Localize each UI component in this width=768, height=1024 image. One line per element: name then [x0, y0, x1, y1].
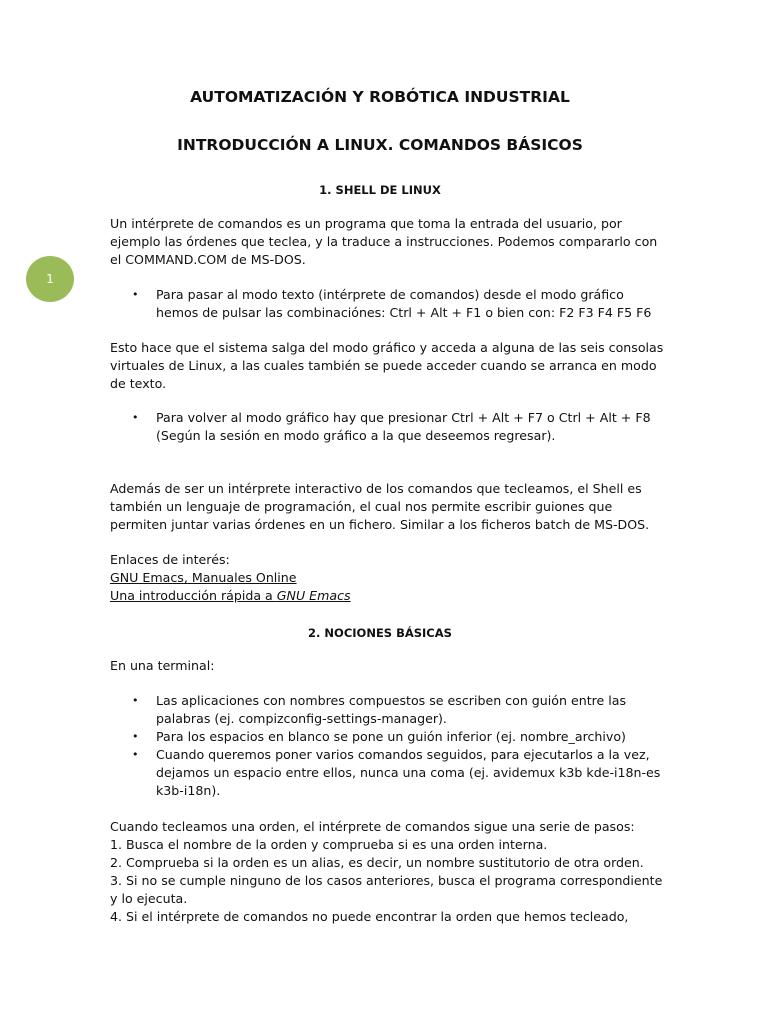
link-gnu-emacs-intro[interactable] — [110, 587, 351, 605]
paragraph-line: el COMMAND.COM de MS-DOS. — [110, 252, 306, 267]
document-subtitle: INTRODUCCIÓN A LINUX. COMANDOS BÁSICOS — [177, 136, 583, 154]
paragraph-consoles — [110, 339, 666, 393]
bullet-line: k3b-i18n). — [156, 783, 221, 798]
link-gnu-emacs-manuals[interactable]: GNU Emacs, Manuales Online — [110, 570, 297, 585]
bullet-line: hemos de pulsar las combinaciónes: Ctrl + Alt + F1 o bien con: F2 F3 F4 F5 F6 — [156, 305, 652, 320]
paragraph-intro — [110, 215, 666, 269]
paragraph-command-steps — [110, 818, 666, 926]
link-text-emphasis: GNU Emacs — [276, 588, 351, 603]
bullet-item — [132, 692, 686, 728]
bullet-line: Las aplicaciones con nombres compuestos se escriben con guión entre las — [156, 693, 627, 708]
paragraph-line: 2. Comprueba si la orden es un alias, es decir, un nombre sustitutorio de otra orden. — [110, 855, 644, 870]
bullet-item — [132, 728, 686, 746]
bullet-line: Cuando queremos poner varios comandos seguidos, para ejecutarlos a la vez, — [156, 747, 650, 762]
bullet-icon: • — [132, 748, 139, 761]
paragraph-line: y lo ejecuta. — [110, 891, 188, 906]
paragraph-line: Un intérprete de comandos es un programa que toma la entrada del usuario, por — [110, 216, 622, 231]
paragraph-line: virtuales de Linux, a las cuales también se puede acceder cuando se arranca en modo — [110, 358, 657, 373]
bullet-line: dejamos un espacio entre ellos, nunca una coma (ej. avidemux k3b kde-i18n-es — [156, 765, 661, 780]
paragraph-line: 3. Si no se cumple ninguno de los casos anteriores, busca el programa correspondiente — [110, 873, 663, 888]
bullet-line: palabras (ej. compizconfig-settings-manager). — [156, 711, 447, 726]
page-number: 1 — [46, 272, 54, 286]
section-heading-basics: 2. NOCIONES BÁSICAS — [308, 626, 452, 640]
document-title: AUTOMATIZACIÓN Y ROBÓTICA INDUSTRIAL — [190, 88, 570, 106]
paragraph-line: también un lenguaje de programación, el cual nos permite escribir guiones que — [110, 499, 613, 514]
paragraph-line: Además de ser un intérprete interactivo de los comandos que tecleamos, el Shell es — [110, 481, 642, 496]
bullet-line: (Según la sesión en modo gráfico a la que deseemos regresar). — [156, 428, 556, 443]
links-label: Enlaces de interés: — [110, 552, 230, 567]
bullet-line: Para pasar al modo texto (intérprete de comandos) desde el modo gráfico — [156, 287, 624, 302]
bullet-item — [132, 409, 686, 445]
terminal-label: En una terminal: — [110, 658, 215, 673]
paragraph-line: 4. Si el intérprete de comandos no puede encontrar la orden que hemos tecleado, — [110, 909, 629, 924]
bullet-icon: • — [132, 694, 139, 707]
paragraph-line: de texto. — [110, 376, 167, 391]
paragraph-line: ejemplo las órdenes que teclea, y la traduce a instrucciones. Podemos compararlo con — [110, 234, 658, 249]
paragraph-line: Esto hace que el sistema salga del modo gráfico y acceda a alguna de las seis consolas — [110, 340, 664, 355]
bullet-line: Para volver al modo gráfico hay que presionar Ctrl + Alt + F7 o Ctrl + Alt + F8 — [156, 410, 651, 425]
page-number-badge — [26, 256, 74, 302]
bullet-line: Para los espacios en blanco se pone un guión inferior (ej. nombre_archivo) — [156, 729, 626, 744]
bullet-icon: • — [132, 411, 139, 424]
paragraph-line: permiten juntar varias órdenes en un fichero. Similar a los ficheros batch de MS-DOS. — [110, 517, 650, 532]
paragraph-shell-language — [110, 480, 666, 534]
bullet-item — [132, 746, 686, 800]
paragraph-line: 1. Busca el nombre de la orden y comprueba si es una orden interna. — [110, 837, 548, 852]
section-heading-shell: 1. SHELL DE LINUX — [319, 183, 441, 197]
bullet-icon: • — [132, 730, 139, 743]
bullet-item — [132, 286, 686, 322]
paragraph-line: Cuando tecleamos una orden, el intérprete de comandos sigue una serie de pasos: — [110, 819, 635, 834]
bullet-icon: • — [132, 288, 139, 301]
link-text: Una introducción rápida a — [110, 588, 277, 603]
